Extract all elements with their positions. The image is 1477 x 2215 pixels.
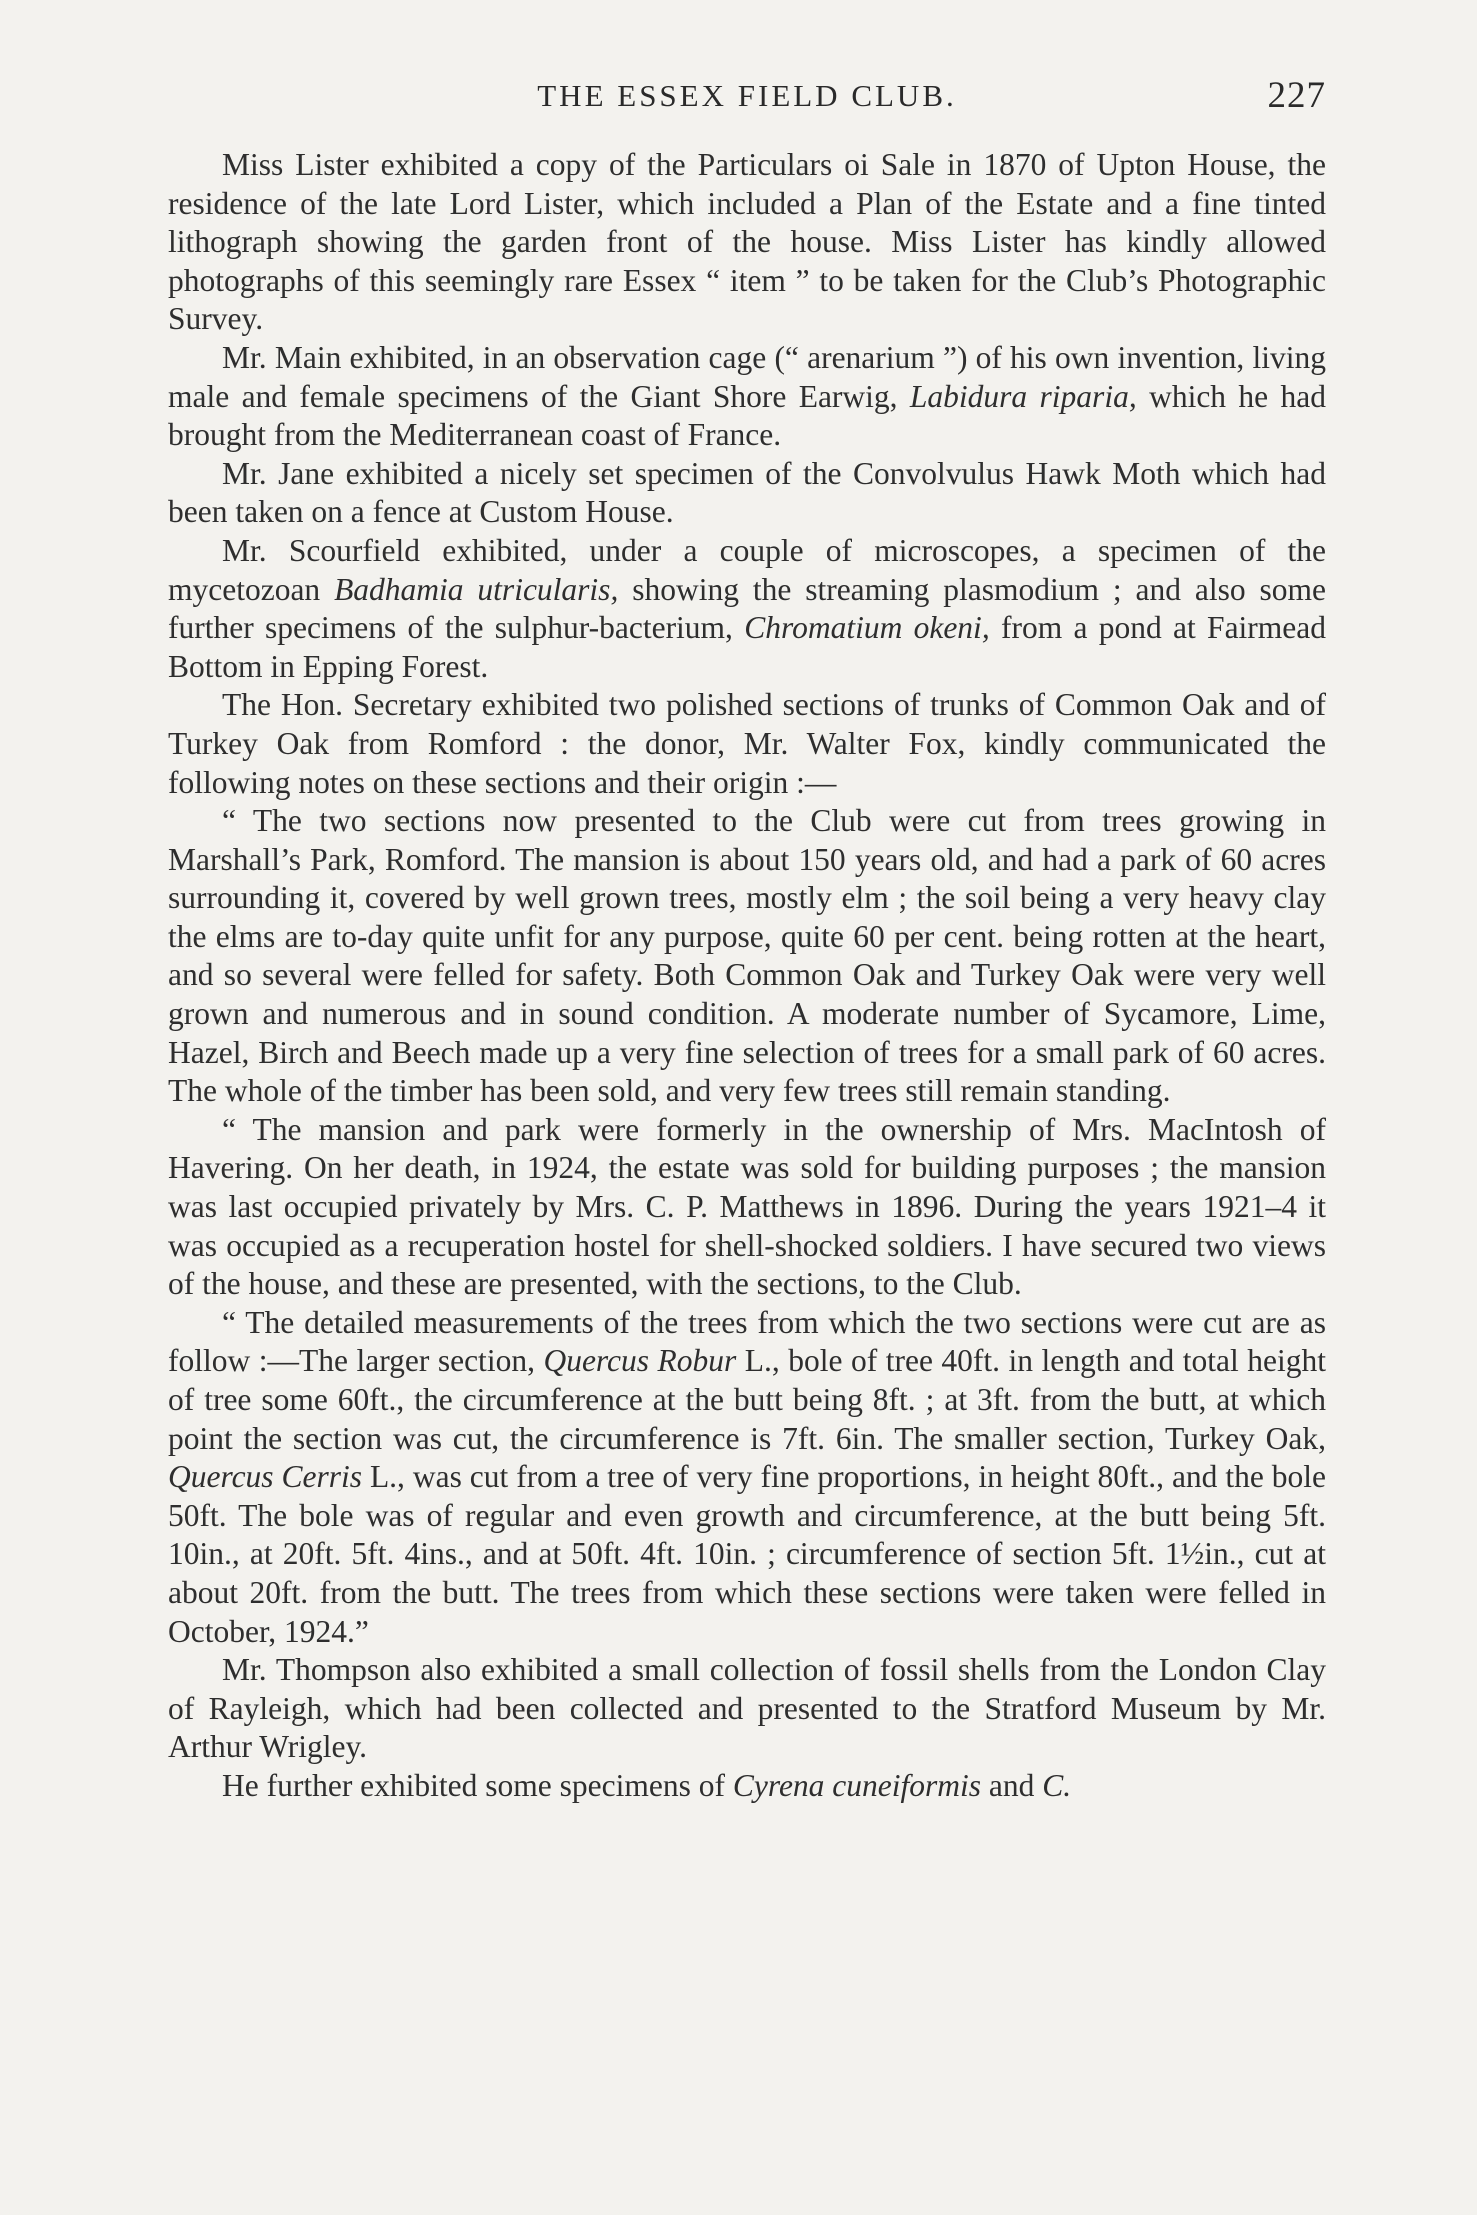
- species-name: Quercus Robur: [543, 1343, 737, 1379]
- paragraph-jane: [168, 455, 1326, 532]
- text-run: “ The mansion and park were formerly in the ownership of Mrs. MacIntosh of Havering. On her death, in 1924, the estate was sold for building purposes ; the mansion was last occupied privately by Mrs. C. P. Matthews in 1896. During the years 1921–4 it was occupied as a recuperation hostel for shell-shocked soldiers. I have secured two views of the house, and these are presented, with the sections, to the Club.: [168, 1111, 1326, 1302]
- paragraph-lister: [168, 146, 1326, 339]
- paragraph-quote-mansion: [168, 1111, 1326, 1304]
- running-head: THE ESSEX FIELD CLUB.: [537, 78, 957, 113]
- species-name: Labidura riparia,: [909, 378, 1137, 414]
- text-run: which he had brought from the Mediterranean coast of France.: [168, 378, 1326, 453]
- body-text: [168, 146, 1326, 1806]
- text-run: L., was cut from a tree of very fine proportions, in height 80ft., and the bole 50ft. The bole was of regular and even growth and circumference, at the butt being 5ft. 10in., at 20ft. 5ft. 4ins., and at 50ft. 4ft. 10in. ; circumference of section 5ft. 1½in., cut at about 20ft. from the butt. The trees from which these sections were taken were felled in October, 1924.”: [168, 1459, 1327, 1649]
- text-run: L., bole of tree 40ft. in length and total height of tree some 60ft., the circumference at the butt being 8ft. ; at 3ft. from the butt, at which point the section was cut, the circumference is 7ft. 6in. The smaller section, Turkey Oak,: [168, 1343, 1326, 1456]
- text-run: showing the streaming plasmodium ; and also some further specimens of the sulphur-bacterium,: [168, 571, 1326, 646]
- text-run: and: [981, 1767, 1043, 1803]
- text-run: from a pond at Fairmead Bottom in Epping Forest.: [168, 610, 1327, 684]
- species-name: Quercus Cerris: [168, 1459, 363, 1495]
- text-run: “ The detailed measurements of the trees from which the two sections were cut are as follow :—The larger section,: [168, 1304, 1326, 1379]
- paragraph-quote-sections: [168, 802, 1326, 1111]
- text-run: He further exhibited some specimens of: [222, 1767, 733, 1803]
- species-name: Chromatium okeni,: [744, 610, 990, 646]
- paragraph-quote-measurements: [168, 1304, 1326, 1651]
- paragraph-scourfield: [168, 532, 1326, 686]
- text-run: The Hon. Secretary exhibited two polished sections of trunks of Common Oak and of Turkey Oak from Romford : the donor, Mr. Walter Fox, kindly communicated the following notes on these sections and their origin :—: [168, 687, 1326, 800]
- text-run: Mr. Main exhibited, in an observation cage (“ arenarium ”) of his own invention, living male and female specimens of the Giant Shore Earwig,: [168, 339, 1326, 414]
- species-name: Badhamia utricularis,: [334, 571, 619, 607]
- paragraph-secretary: [168, 686, 1326, 802]
- paragraph-main: [168, 339, 1326, 455]
- text-run: Mr. Thompson also exhibited a small collection of fossil shells from the London Clay of Rayleigh, which had been collected and presented to the Stratford Museum by Mr. Arthur Wrigley.: [168, 1652, 1326, 1765]
- page-number: 227: [1267, 75, 1326, 116]
- paragraph-cyrena: [168, 1767, 1326, 1806]
- species-name: Cyrena cuneiformis: [732, 1767, 982, 1803]
- text-run: “ The two sections now presented to the Club were cut from trees growing in Marshall’s Park, Romford. The mansion is about 150 years old, and had a park of 60 acres surrounding it, covered by well grown trees, mostly elm ; the soil being a very heavy clay the elms are to-day quite unfit for any purpose, quite 60 per cent. being rotten at the heart, and so several were felled for safety. Both Common Oak and Turkey Oak were very well grown and numerous and in sound condition. A moderate number of Sycamore, Lime, Hazel, Birch and Beech made up a very fine selection of trees for a small park of 60 acres. The whole of the timber has been sold, and very few trees still remain standing.: [168, 803, 1326, 1109]
- paragraph-thompson: [168, 1651, 1326, 1767]
- text-run: Mr. Scourfield exhibited, under a couple of microscopes, a specimen of the mycetozoan: [168, 532, 1326, 607]
- species-name: C.: [1042, 1767, 1072, 1803]
- text-run: Miss Lister exhibited a copy of the Particulars oi Sale in 1870 of Upton House, the residence of the late Lord Lister, which included a Plan of the Estate and a fine tinted lithograph showing the garden front of the house. Miss Lister has kindly allowed photographs of this seemingly rare Essex “ item ” to be taken for the Club’s Photographic Survey.: [168, 147, 1326, 337]
- page-header: [168, 70, 1326, 122]
- text-run: Mr. Jane exhibited a nicely set specimen of the Convolvulus Hawk Moth which had been taken on a fence at Custom House.: [168, 455, 1326, 530]
